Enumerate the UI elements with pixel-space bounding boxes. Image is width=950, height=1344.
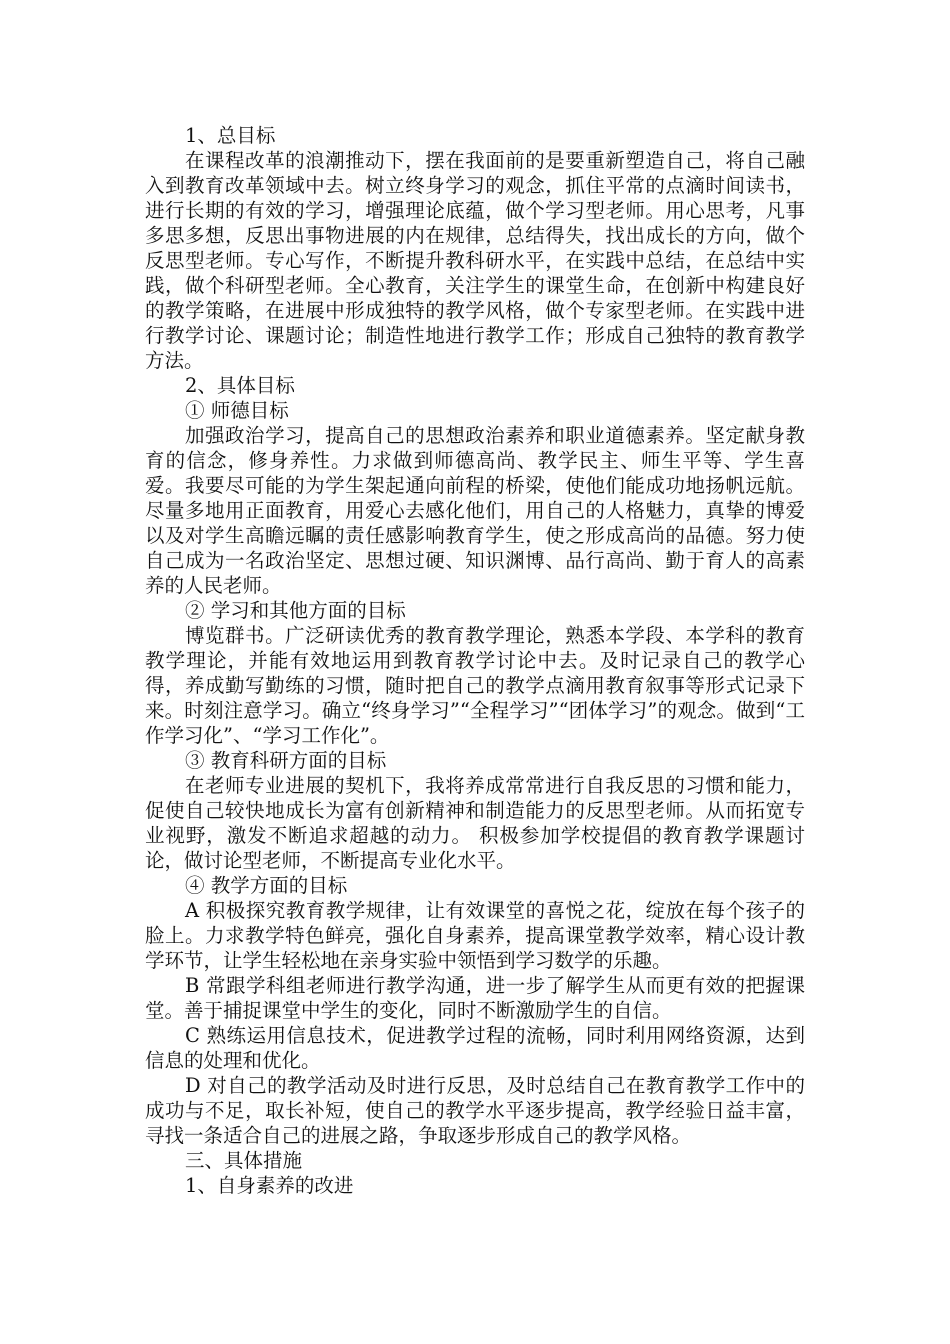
paragraph-teaching-goal-b: B 常跟学科组老师进行教学沟通，进一步了解学生从而更有效的把握课堂。善于捕捉课堂中学生的变化，同时不断激励学生的自信。 xyxy=(145,974,805,1022)
heading-teaching-goal: ④ 教学方面的目标 xyxy=(185,874,348,897)
heading-learning-goal: ② 学习和其他方面的目标 xyxy=(185,599,406,622)
heading-research-goal: ③ 教育科研方面的目标 xyxy=(185,749,387,772)
paragraph-learning-goal: 博览群书。广泛研读优秀的教育教学理论，熟悉本学段、本学科的教育教学理论，并能有效地运用到教育教学讨论中去。及时记录自己的教学心得，养成勤写勤练的习惯，随时把自己的教学点滴用教育叙事等形式记录下来。时刻注意学习。确立“终身学习”“全程学习”“团体学习”的观念。做到“工作学习化”、“学习工作化”。 xyxy=(145,624,805,747)
paragraph-teaching-goal-c: C 熟练运用信息技术，促进教学过程的流畅，同时利用网络资源，达到信息的处理和优化。 xyxy=(145,1024,805,1072)
heading-specific-goals: 2、具体目标 xyxy=(185,374,295,397)
document-page xyxy=(145,123,805,1198)
paragraph-teaching-goal-d: D 对自己的教学活动及时进行反思，及时总结自己在教育教学工作中的成功与不足，取长补短，使自己的教学水平逐步提高，教学经验日益丰富，寻找一条适合自己的进展之路，争取逐步形成自己的教学风格。 xyxy=(145,1074,805,1147)
heading-ethics-goal: ① 师德目标 xyxy=(185,399,289,422)
paragraph-ethics-goal: 加强政治学习，提高自己的思想政治素养和职业道德素养。坚定献身教育的信念，修身养性。力求做到师德高尚、教学民主、师生平等、学生喜爱。我要尽可能的为学生架起通向前程的桥梁，使他们能成功地扬帆远航。尽量多地用正面教育，用爱心去感化他们，用自己的人格魅力，真挚的博爱以及对学生高瞻远瞩的责任感影响教育学生，使之形成高尚的品德。努力使自己成为一名政治坚定、思想过硬、知识渊博、品行高尚、勤于育人的高素养的人民老师。 xyxy=(145,424,805,597)
heading-specific-measures: 三、具体措施 xyxy=(185,1149,303,1172)
heading-self-improvement: 1、自身素养的改进 xyxy=(185,1174,354,1197)
heading-overall-goal: 1、总目标 xyxy=(185,124,276,147)
paragraph-teaching-goal-a: A 积极探究教育教学规律，让有效课堂的喜悦之花，绽放在每个孩子的脸上。力求教学特色鲜亮，强化自身素养，提高课堂教学效率，精心设计教学环节，让学生轻松地在亲身实验中领悟到学习数学的乐趣。 xyxy=(145,899,805,972)
paragraph-overall-goal: 在课程改革的浪潮推动下，摆在我面前的是要重新塑造自己，将自己融入到教育改革领域中去。树立终身学习的观念，抓住平常的点滴时间读书，进行长期的有效的学习，增强理论底蕴，做个学习型老师。用心思考，凡事多思多想，反思出事物进展的内在规律，总结得失，找出成长的方向，做个反思型老师。专心写作，不断提升教科研水平，在实践中总结，在总结中实践，做个科研型老师。全心教育，关注学生的课堂生命，在创新中构建良好的教学策略，在进展中形成独特的教学风格，做个专家型老师。在实践中进行教学讨论、课题讨论；制造性地进行教学工作；形成自己独特的教育教学方法。 xyxy=(145,149,805,372)
paragraph-research-goal: 在老师专业进展的契机下，我将养成常常进行自我反思的习惯和能力，促使自己较快地成长为富有创新精神和制造能力的反思型老师。从而拓宽专业视野，激发不断追求超越的动力。 积极参加学校提倡的教育教学课题讨论，做讨论型老师，不断提高专业化水平。 xyxy=(145,774,805,872)
